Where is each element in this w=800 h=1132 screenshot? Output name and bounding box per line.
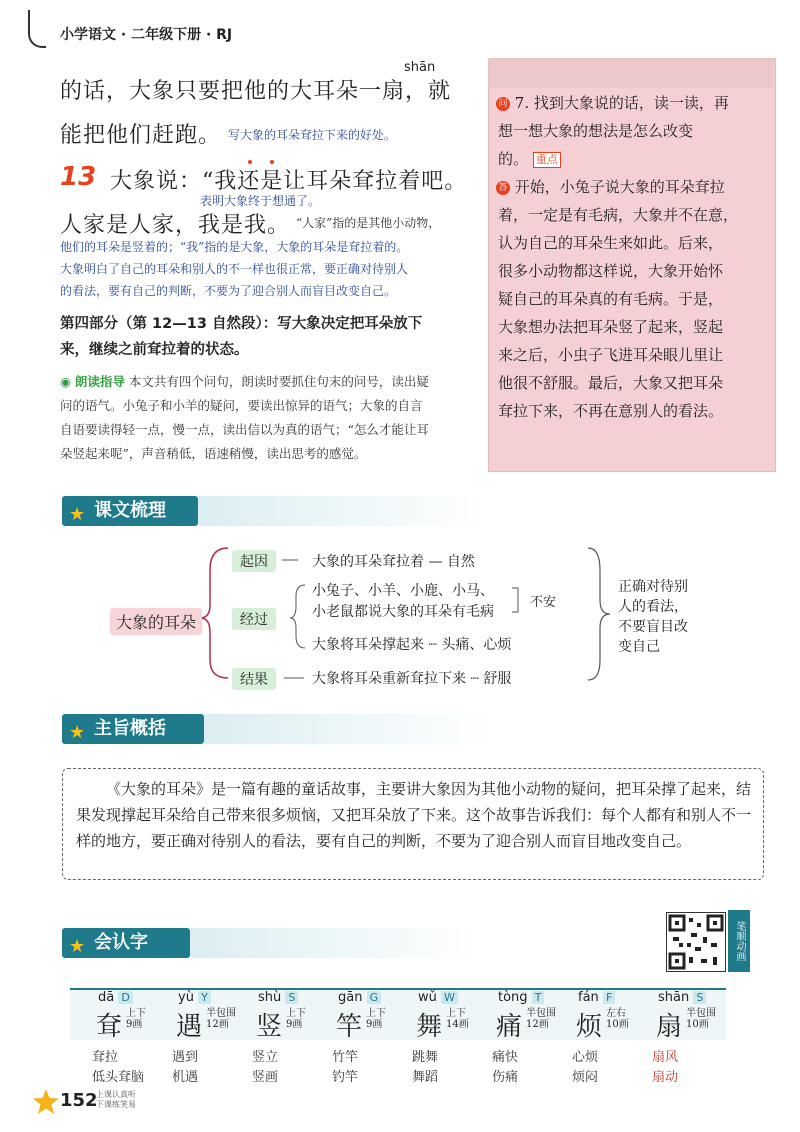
character-pinyin: gān <box>338 990 363 1005</box>
character-structure: 上下 <box>446 1008 466 1019</box>
question-badge: 问 <box>496 97 510 111</box>
character-strokes: 10画 <box>686 1019 709 1030</box>
mindmap-center: 大象的耳朵 <box>110 608 202 635</box>
character-glyph: 耷 <box>96 1012 123 1042</box>
right-brace <box>588 548 610 680</box>
character-structure: 半包围 <box>526 1008 556 1019</box>
character-word-2: 舞蹈 <box>412 1070 439 1085</box>
character-structure: 上下 <box>366 1008 386 1019</box>
small-bracket <box>512 588 518 612</box>
reading-guide-line-3: 自语要读得轻一点，慢一点，读出信以为真的语气；“怎么才能让耳 <box>60 422 429 437</box>
summary-text: 《大象的耳朵》是一篇有趣的童话故事，主要讲大象因为其他小动物的疑问，把耳朵撑了起来，结果发现撑起耳朵给自己带来很多烦恼，又把耳朵放了下来。这个故事告诉我们：每个人都有和别人不一样的地方，要正确对待别人的看法，要有自己的判断，不要为了迎合别人而盲目地改变自己。 <box>76 780 752 850</box>
character-word-2: 烦闷 <box>572 1070 599 1085</box>
character-strokes: 12画 <box>206 1019 229 1030</box>
reading-guide-line-4: 朵竖起来呢”，声音稍低，语速稍慢，读出思考的感觉。 <box>60 446 367 461</box>
character-index-letter: F <box>603 991 615 1004</box>
header-title: 小学语文 · 二年级下册 · RJ <box>60 27 233 43</box>
character-pinyin: shù <box>258 990 282 1005</box>
question-line-3: 的。 <box>498 150 529 168</box>
page-number: 152 <box>60 1090 98 1111</box>
character-index-letter: D <box>118 991 132 1004</box>
banner-tail <box>190 928 480 958</box>
character-word-2: 伤痛 <box>492 1070 519 1085</box>
footer-slogan <box>96 1090 136 1110</box>
star-icon: ★ <box>69 722 86 743</box>
question-line-2: 想一想大象的想法是怎么改变 <box>498 122 694 140</box>
character-structure: 上下 <box>286 1008 306 1019</box>
reading-guide-line-1: 本文共有四个问句，朗读时要抓住句末的问号，读出疑 <box>128 374 429 389</box>
character-glyph: 舞 <box>416 1012 443 1042</box>
mindmap-process-1b: 小老鼠都说大象的耳朵有毛病 <box>312 604 494 620</box>
character-pinyin: shān <box>658 990 690 1005</box>
answer-line-6: 大象想办法把耳朵竖了起来，竖起 <box>498 318 724 336</box>
character-pinyin: tòng <box>498 990 528 1005</box>
character-word-1: 扇风 <box>652 1050 679 1065</box>
mindmap-label-cause: 起因 <box>232 550 276 572</box>
answer-badge: 答 <box>496 181 510 195</box>
character-glyph: 烦 <box>576 1012 603 1042</box>
character-structure: 上下 <box>126 1008 146 1019</box>
reading-guide-line-2: 问的语气。小兔子和小羊的疑问，要读出惊异的语气；大象的自言 <box>60 398 423 413</box>
character-word-1: 心烦 <box>572 1050 599 1065</box>
section-banner-theme <box>62 714 204 744</box>
answer-line-2: 着，一定是有毛病，大象并不在意， <box>498 206 739 224</box>
character-index-letter: T <box>532 991 545 1004</box>
character-word-1: 痛快 <box>492 1050 519 1065</box>
star-icon: ★ <box>69 936 86 957</box>
character-index-letter: G <box>367 991 382 1004</box>
mindmap-conclusion-3: 不要盲目改 <box>618 619 688 635</box>
mindmap-process-2: 大象将耳朵撑起来 ┈ 头痛、心烦 <box>312 637 512 653</box>
inner-brace <box>290 585 305 648</box>
character-pinyin: fán <box>578 990 599 1005</box>
character-glyph: 竿 <box>336 1012 363 1042</box>
character-word-2: 扇动 <box>652 1070 679 1085</box>
mindmap-result-text: 大象将耳朵重新耷拉下来 ┈ 舒服 <box>312 671 512 687</box>
character-strokes: 9画 <box>286 1019 303 1030</box>
annotation-line-2: 写大象的耳朵耷拉下来的好处。 <box>228 128 397 142</box>
text-line-3: 大象说：“我还是让耳朵耷拉着吧。 <box>110 169 468 194</box>
mindmap-conclusion-1: 正确对待别 <box>618 579 688 595</box>
character-word-2: 竖画 <box>252 1070 279 1085</box>
character-strokes: 9画 <box>126 1019 143 1030</box>
answer-line-4: 很多小动物都这样说，大象开始怀 <box>498 262 724 280</box>
character-pinyin: yù <box>178 990 194 1005</box>
paragraph-number: 13 <box>60 162 97 192</box>
reading-guide-title: 朗读指导 <box>74 374 125 389</box>
character-word-2: 钓竿 <box>332 1070 359 1085</box>
section-title-characters: 会认字 <box>94 932 148 953</box>
character-word-1: 跳舞 <box>412 1050 439 1065</box>
text-line-1: 的话，大象只要把他的大耳朵一扇，就 <box>60 79 452 104</box>
mindmap-cause-text: 大象的耳朵耷拉着 — 自然 <box>312 554 475 570</box>
qr-code[interactable] <box>666 912 726 972</box>
mindmap-process-1a: 小兔子、小羊、小鹿、小马、 <box>312 583 494 599</box>
character-strokes: 12画 <box>526 1019 549 1030</box>
reading-guide-icon: ◉ <box>60 374 71 389</box>
text-line-2: 能把他们赶跑。 <box>60 123 222 148</box>
key-point-tag: 重点 <box>533 152 561 168</box>
footer-star-icon <box>32 1088 60 1116</box>
mindmap-label-result: 结果 <box>232 668 276 690</box>
star-icon: ★ <box>69 504 86 525</box>
footer-slogan-2: 下课练笑易 <box>96 1100 136 1109</box>
annotation-line-3: 表明大象终于想通了。 <box>200 194 321 208</box>
question-line-1: 7. 找到大象说的话，读一读，再 <box>514 94 729 112</box>
character-structure: 左右 <box>606 1008 626 1019</box>
character-index-letter: S <box>285 991 298 1004</box>
qr-code-pattern <box>667 913 725 971</box>
character-word-1: 遇到 <box>172 1050 199 1065</box>
character-word-1: 竹竿 <box>332 1050 359 1065</box>
character-index-letter: Y <box>198 991 211 1004</box>
section-banner-characters <box>62 928 190 958</box>
answer-line-3: 认为自己的耳朵生来如此。后来， <box>498 234 724 252</box>
character-word-2: 机遇 <box>172 1070 199 1085</box>
left-brace <box>200 548 228 678</box>
pinyin-annotation: shān <box>404 60 436 75</box>
character-glyph: 痛 <box>496 1012 523 1042</box>
character-word-2: 低头耷脑 <box>92 1070 145 1085</box>
character-pinyin: dā <box>98 990 115 1005</box>
annotation-4d: 的看法，要有自己的判断，不要为了迎合别人而盲目改变自己。 <box>60 284 397 298</box>
answer-line-9: 耷拉下来，不再在意别人的看法。 <box>498 402 724 420</box>
character-glyph: 竖 <box>256 1012 283 1042</box>
character-structure: 半包围 <box>206 1008 236 1019</box>
mindmap-process-1c: 不安 <box>530 595 557 610</box>
mindmap-conclusion-4: 变自己 <box>618 639 660 655</box>
section-title-theme: 主旨概括 <box>94 718 166 739</box>
character-glyph: 遇 <box>176 1012 203 1042</box>
footer-slogan-1: 上课认真听 <box>96 1090 136 1099</box>
character-word-1: 竖立 <box>252 1050 279 1065</box>
answer-line-5: 疑自己的耳朵真的有毛病。于是， <box>498 290 724 308</box>
character-strokes: 14画 <box>446 1019 469 1030</box>
annotation-4b: 他们的耳朵是竖着的；“我”指的是大象，大象的耳朵是耷拉着的。 <box>60 240 409 254</box>
character-index-letter: S <box>693 991 706 1004</box>
answer-line-1: 开始，小兔子说大象的耳朵耷拉 <box>514 178 725 196</box>
character-strokes: 10画 <box>606 1019 629 1030</box>
section-title-outline: 课文梳理 <box>94 500 166 521</box>
answer-line-8: 他很不舒服。最后，大象又把耳朵 <box>498 374 724 392</box>
banner-tail <box>204 714 494 744</box>
character-strokes: 9画 <box>366 1019 383 1030</box>
text-line-4: 人家是人家，我是我。 <box>60 213 291 238</box>
character-glyph: 扇 <box>656 1012 683 1042</box>
mindmap-conclusion-2: 人的看法， <box>618 599 688 615</box>
character-structure: 半包围 <box>686 1008 716 1019</box>
character-pinyin: wǔ <box>418 990 437 1005</box>
part-four-line-2: 来，继续之前耷拉着的状态。 <box>60 342 249 358</box>
answer-line-7: 来之后，小虫子飞进耳朵眼儿里让 <box>498 346 724 364</box>
annotation-4c: 大象明白了自己的耳朵和别人的不一样也很正常，要正确对待别人 <box>60 262 409 276</box>
mindmap-label-process: 经过 <box>232 608 276 630</box>
character-index-letter: W <box>441 991 458 1004</box>
part-four-line-1: 第四部分（第 12—13 自然段）：写大象决定把耳朵放下 <box>60 316 423 332</box>
character-word-1: 耷拉 <box>92 1050 119 1065</box>
stroke-animation-tab[interactable]: 笔顺动画 <box>728 910 750 972</box>
annotation-4a: “人家”指的是其他小动物， <box>296 216 441 230</box>
